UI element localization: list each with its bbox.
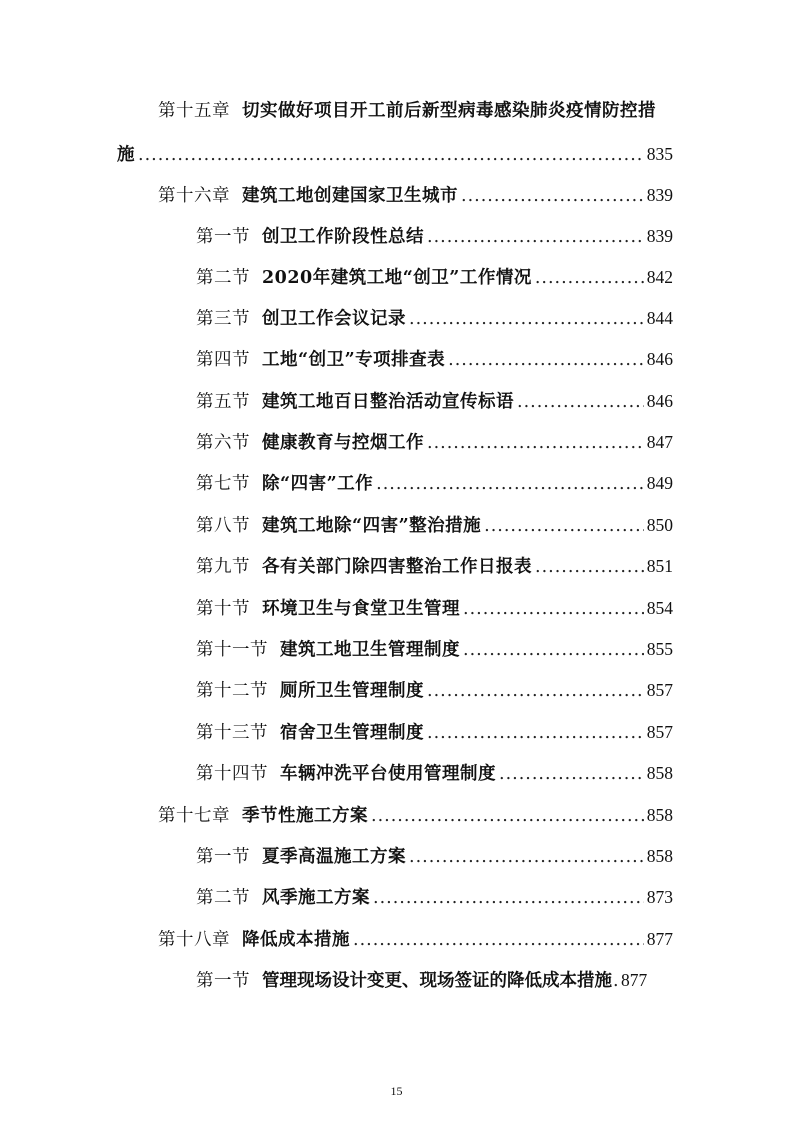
toc-entry-page: 846 [646,349,673,369]
dot-leader [138,142,644,168]
dot-leader [517,389,644,415]
dot-leader [427,224,644,250]
toc-entry-page: 846 [646,391,673,411]
dot-leader [535,265,644,291]
toc-entry-page: 851 [646,556,673,576]
toc-entry-section[interactable] [196,843,673,870]
toc-entry-number: 第六节 [196,433,250,453]
toc-entry-page: 857 [646,680,673,700]
toc-entry-number: 第十六章 [158,186,230,206]
toc-entry-section[interactable] [196,884,673,911]
toc-entry-section[interactable] [196,346,673,373]
toc-entry-title: 季节性施工方案 [242,806,368,826]
toc-entry-chapter-15-continued[interactable] [117,141,673,168]
toc-entry-title: 风季施工方案 [262,888,370,908]
dot-leader [409,844,644,870]
toc-entry-title: 工地“创卫”专项排查表 [262,350,446,370]
toc-entry-section[interactable] [196,760,673,787]
toc-entry-page: 858 [646,763,673,783]
toc-entry-number: 第四节 [196,350,250,370]
toc-entry-page: 877 [621,970,648,990]
toc-entry-title: 降低成本措施 [242,930,350,950]
toc-entry-page: 842 [646,267,673,287]
toc-entry-section[interactable] [196,388,673,415]
toc-entry-page: 839 [646,185,673,205]
toc-entry-section[interactable] [196,967,673,994]
toc-entry-page: 858 [646,805,673,825]
toc-entry-section[interactable] [196,512,673,539]
toc-entry-number: 第二节 [196,268,250,288]
toc-entry-number: 第三节 [196,309,250,329]
toc-entry-chapter-16[interactable] [158,182,673,209]
toc-entry-section[interactable] [196,677,673,704]
toc-entry-title: 2020年建筑工地“创卫”工作情况 [262,268,532,288]
toc-entry-section[interactable] [196,223,673,250]
toc-entry-section[interactable] [196,470,673,497]
dot-leader [427,678,644,704]
toc-entry-number: 第十五章 [158,101,230,121]
toc-entry-page: 858 [646,846,673,866]
toc-entry-number: 第十四节 [196,764,268,784]
toc-entry-number: 第十八章 [158,930,230,950]
toc-entry-number: 第十节 [196,599,250,619]
toc-entry-chapter-18[interactable] [158,926,673,953]
toc-entry-number: 第十三节 [196,723,268,743]
toc-entry-title: 环境卫生与食堂卫生管理 [262,599,460,619]
page-number: 15 [390,1084,403,1098]
toc-entry-number: 第二节 [196,888,250,908]
dot-leader [409,306,644,332]
toc-entry-section[interactable] [196,595,673,622]
toc-entry-number: 第七节 [196,474,250,494]
toc-entry-number: 第九节 [196,557,250,577]
toc-entry-section[interactable] [196,264,673,291]
toc-entry-number: 第十一节 [196,640,268,660]
toc-entry-title: 宿舍卫生管理制度 [280,723,424,743]
toc-entry-page: 835 [646,144,673,164]
toc-entry-section[interactable] [196,636,673,663]
toc-entry-page: 850 [646,515,673,535]
toc-entry-title: 车辆冲洗平台使用管理制度 [280,764,496,784]
dot-leader [427,720,644,746]
toc-entry-section[interactable] [196,553,673,580]
toc-entry-title: 建筑工地百日整治活动宣传标语 [262,392,514,412]
dot-leader [499,761,644,787]
toc-entry-title: 建筑工地创建国家卫生城市 [242,186,458,206]
toc-entry-title: 建筑工地除“四害”整治措施 [262,516,482,536]
toc-entry-page: 839 [646,226,673,246]
toc-entry-chapter-15[interactable] [158,98,656,124]
toc-entry-number: 第八节 [196,516,250,536]
toc-entry-number: 第十七章 [158,806,230,826]
toc-entry-number: 第一节 [196,227,250,247]
toc-entry-page: 855 [646,639,673,659]
dot-leader [461,183,644,209]
toc-entry-title: 创卫工作会议记录 [262,309,406,329]
toc-entry-title: 切实做好项目开工前后新型病毒感染肺炎疫情防控措 [242,101,656,121]
toc-entry-title: 除“四害”工作 [262,474,374,494]
toc-entry-number: 第一节 [196,971,250,991]
toc-entry-page: 844 [646,308,673,328]
dot-leader [353,927,644,953]
toc-entry-title: 健康教育与控烟工作 [262,433,424,453]
dot-leader [613,968,621,994]
toc-entry-title: 各有关部门除四害整治工作日报表 [262,557,532,577]
toc-entry-section[interactable] [196,719,673,746]
dot-leader [463,596,644,622]
toc-entry-title: 夏季高温施工方案 [262,847,406,867]
toc-entry-page: 847 [646,432,673,452]
toc-entry-page: 877 [646,929,673,949]
dot-leader [373,885,644,911]
toc-entry-title: 管理现场设计变更、现场签证的降低成本措施 [262,971,612,991]
dot-leader [376,471,644,497]
dot-leader [463,637,644,663]
toc-entry-chapter-17[interactable] [158,802,673,829]
toc-entry-number: 第十二节 [196,681,268,701]
toc-entry-page: 873 [646,887,673,907]
toc-entry-number: 第五节 [196,392,250,412]
toc-entry-title: 施 [117,145,135,165]
dot-leader [448,347,644,373]
toc-entry-page: 857 [646,722,673,742]
dot-leader [535,554,644,580]
dot-leader [371,803,644,829]
toc-entry-page: 849 [646,473,673,493]
toc-entry-title: 建筑工地卫生管理制度 [280,640,460,660]
toc-entry-section[interactable] [196,429,673,456]
toc-entry-number: 第一节 [196,847,250,867]
dot-leader [484,513,644,539]
toc-entry-title: 创卫工作阶段性总结 [262,227,424,247]
dot-leader [427,430,644,456]
toc-entry-title: 厕所卫生管理制度 [280,681,424,701]
toc-entry-section[interactable] [196,305,673,332]
toc-entry-page: 854 [646,598,673,618]
